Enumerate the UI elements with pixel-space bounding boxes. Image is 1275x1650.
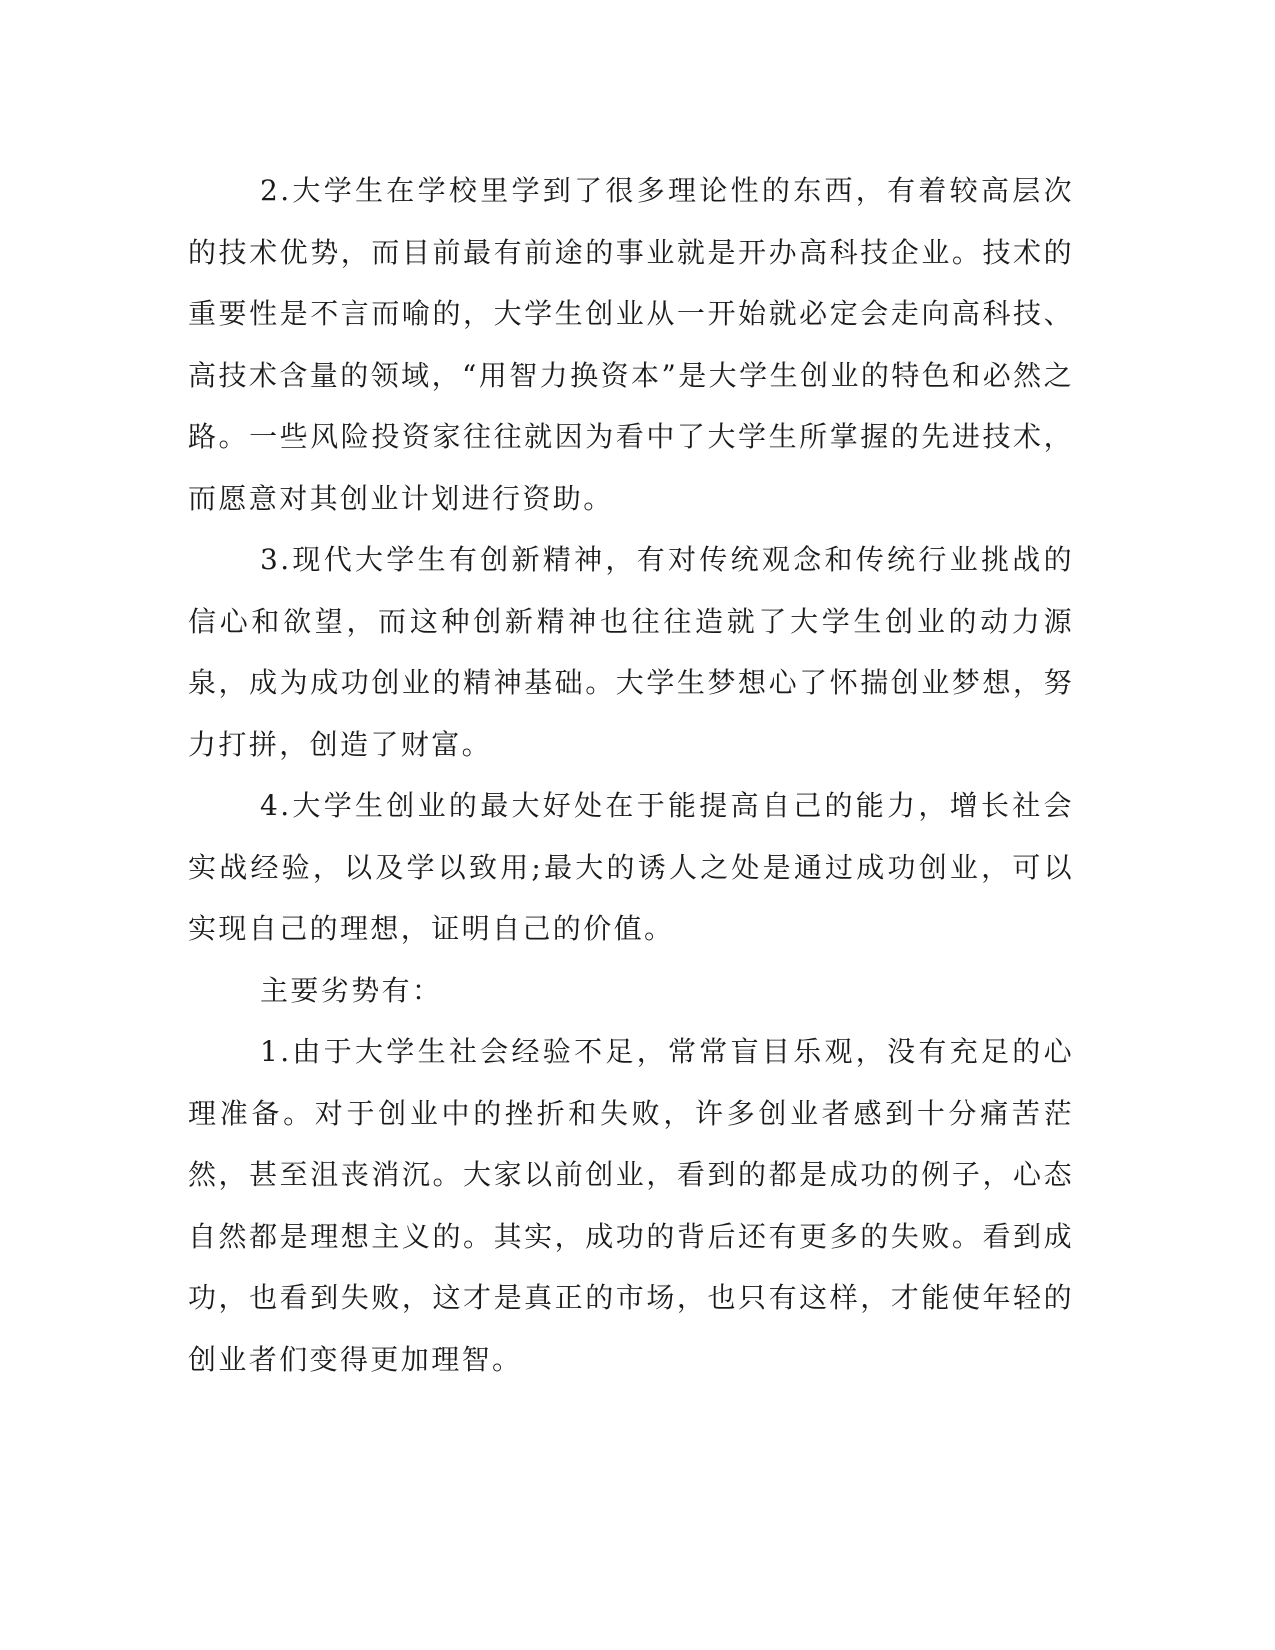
- body-text: [188, 160, 1074, 1390]
- heading-disadvantages: 主要劣势有：: [260, 973, 443, 1007]
- paragraph-advantage-4: 4.大学生创业的最大好处在于能提高自己的能力，增长社会实战经验，以及学以致用;最大的诱人之处是通过成功创业，可以实现自己的理想，证明自己的价值。: [188, 789, 1074, 945]
- paragraph-advantage-3: 3.现代大学生有创新精神，有对传统观念和传统行业挑战的信心和欲望，而这种创新精神也往往造就了大学生创业的动力源泉，成为成功创业的精神基础。大学生梦想心了怀揣创业梦想，努力打拼，创造了财富。: [188, 543, 1074, 761]
- paragraph-disadvantage-1: 1.由于大学生社会经验不足，常常盲目乐观，没有充足的心理准备。对于创业中的挫折和失败，许多创业者感到十分痛苦茫然，甚至沮丧消沉。大家以前创业，看到的都是成功的例子，心态自然都是理想主义的。其实，成功的背后还有更多的失败。看到成功，也看到失败，这才是真正的市场，也只有这样，才能使年轻的创业者们变得更加理智。: [188, 1035, 1074, 1376]
- paragraph-advantage-2: 2.大学生在学校里学到了很多理论性的东西，有着较高层次的技术优势，而目前最有前途的事业就是开办高科技企业。技术的重要性是不言而喻的，大学生创业从一开始就必定会走向高科技、高技术含量的领域，“用智力换资本”是大学生创业的特色和必然之路。一些风险投资家往往就因为看中了大学生所掌握的先进技术，而愿意对其创业计划进行资助。: [188, 174, 1074, 515]
